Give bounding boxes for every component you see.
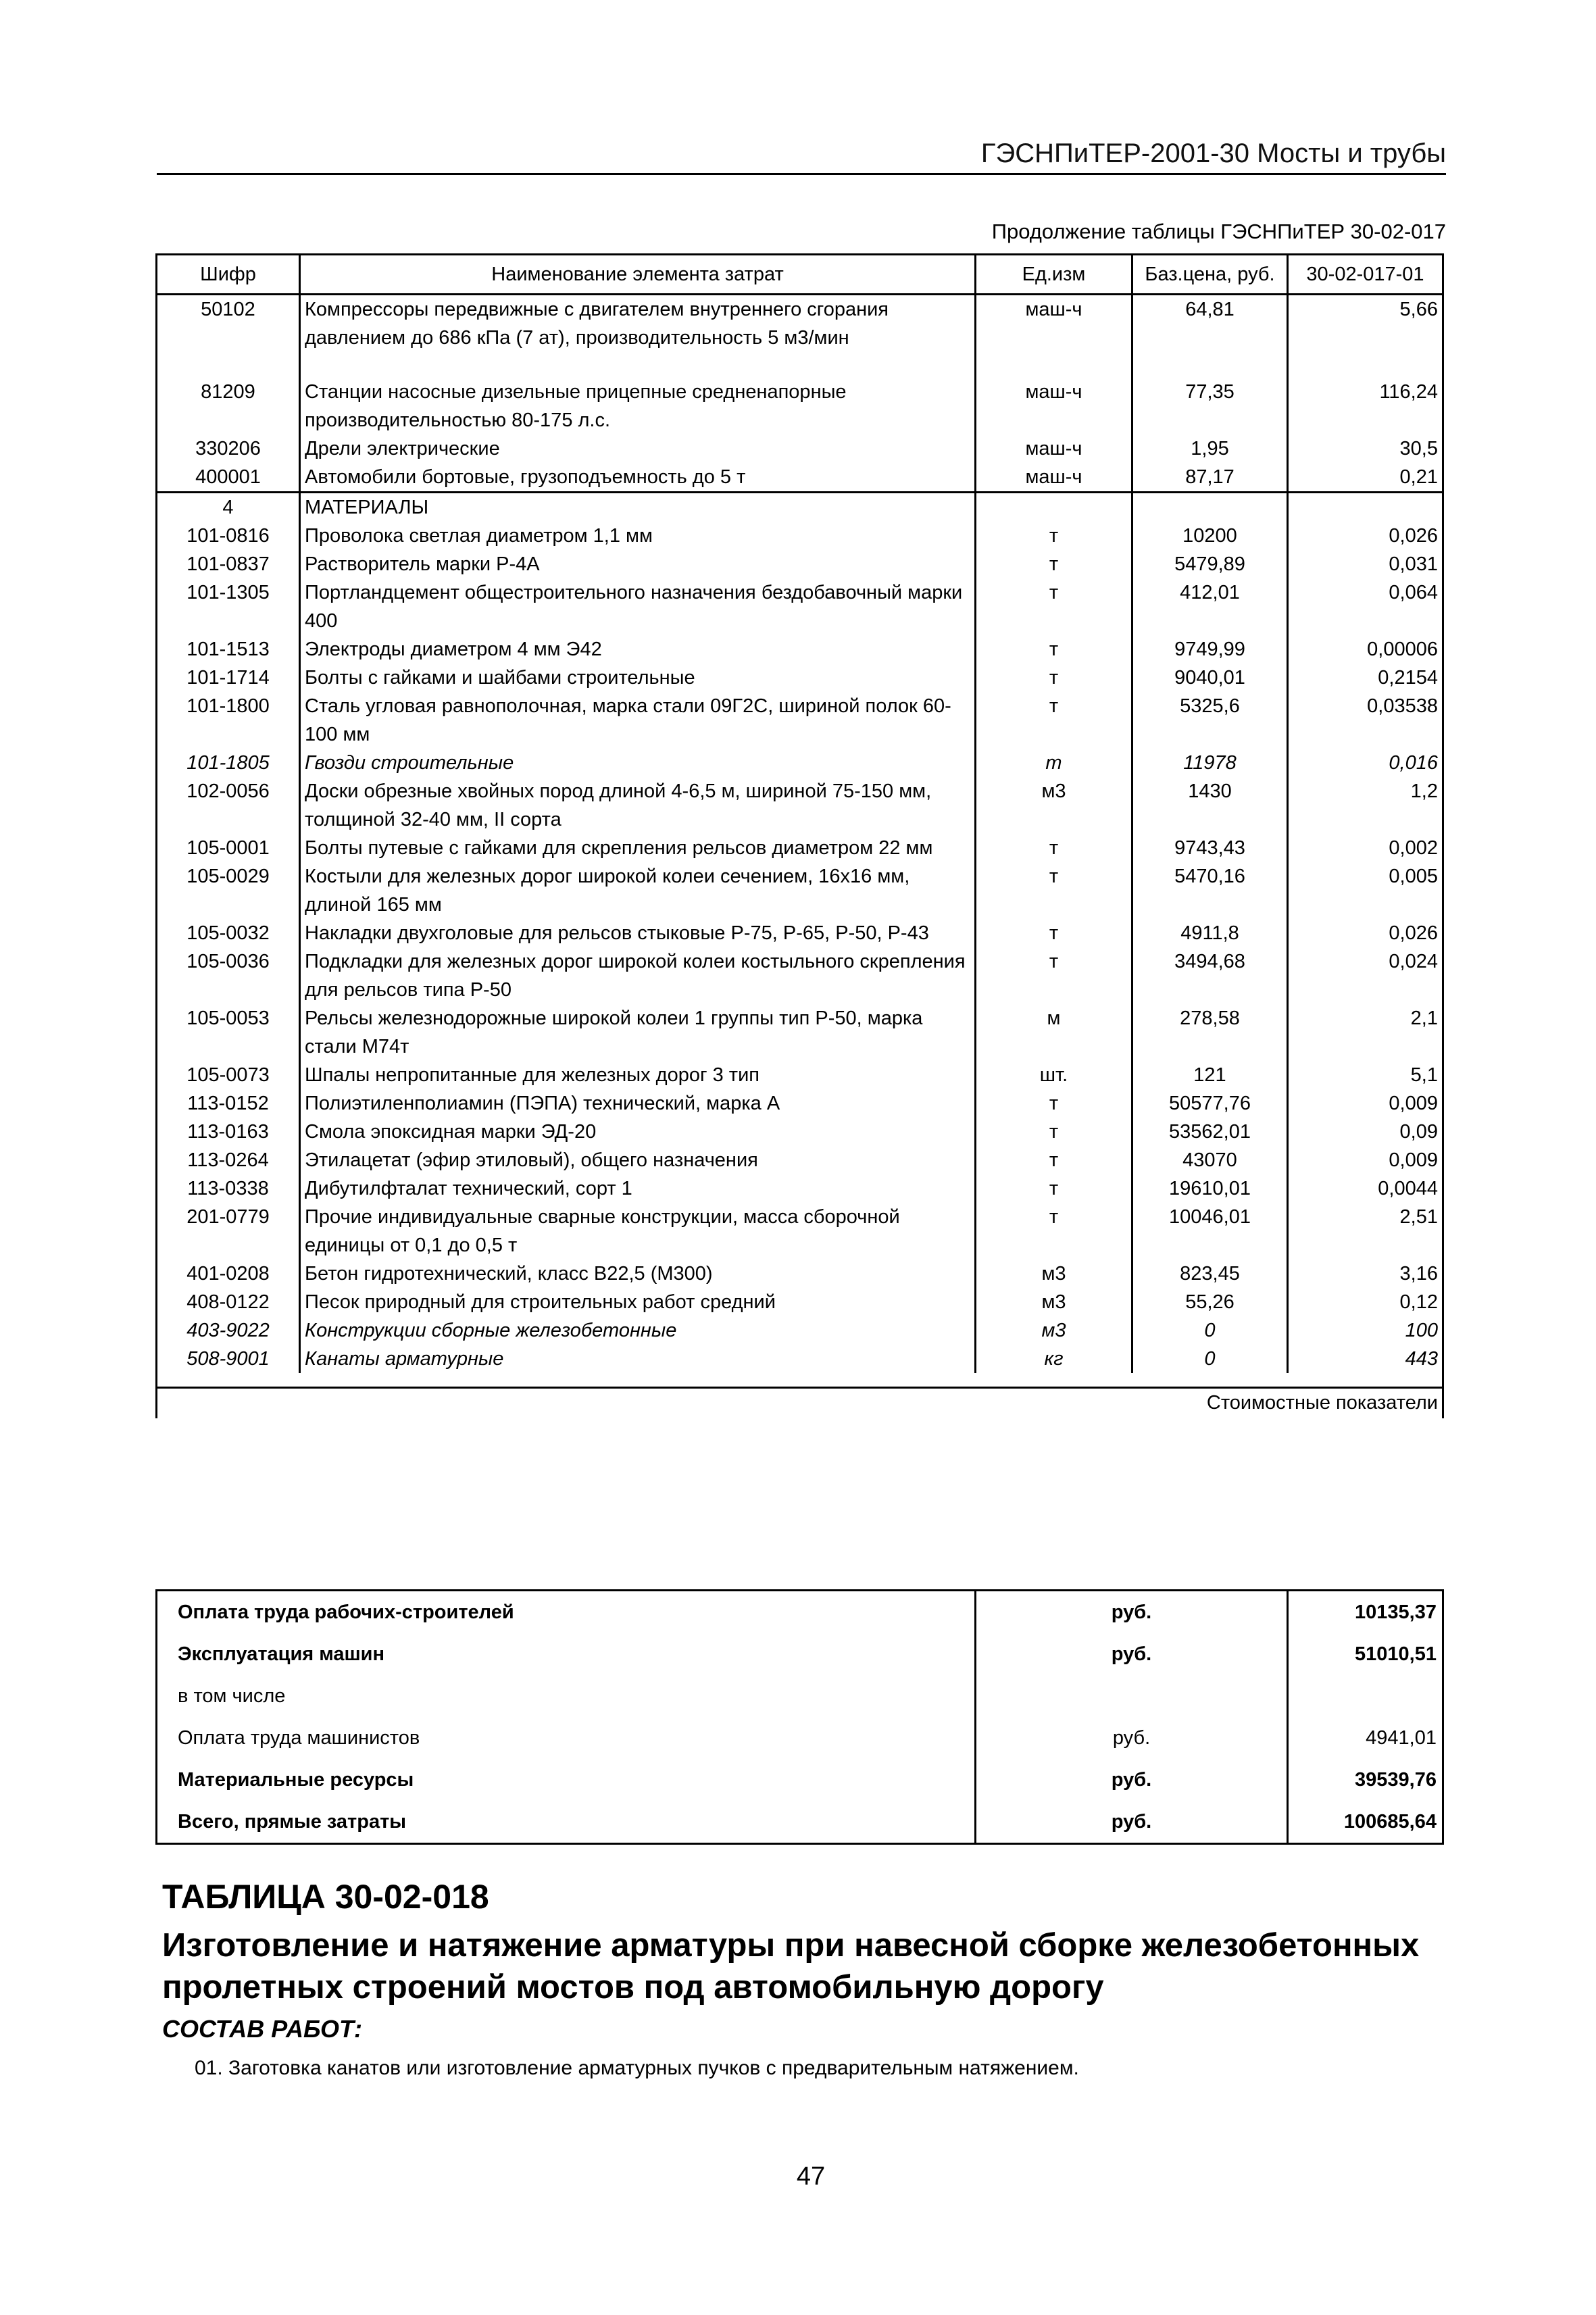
row-unit: м3 [1041, 1320, 1066, 1341]
table-row [157, 834, 1443, 862]
row-price: 53562,01 [1132, 1118, 1288, 1146]
row-name: Костыли для железных дорог широкой колеи сечением, 16х16 мм, длиной 165 мм [300, 862, 976, 919]
row-value: 443 [1288, 1345, 1443, 1373]
cost-value: 4941,01 [1288, 1717, 1443, 1759]
row-unit: т [1049, 1121, 1059, 1143]
row-unit: маш-ч [1025, 381, 1082, 403]
cost-row [157, 1717, 1443, 1759]
works-heading: СОСТАВ РАБОТ: [162, 2015, 362, 2043]
row-value: 5,66 [1288, 295, 1443, 378]
row-unit: т [1049, 1093, 1059, 1114]
row-price: 9040,01 [1132, 664, 1288, 692]
row-name: Смола эпоксидная марки ЭД-20 [300, 1118, 976, 1146]
resources-table [155, 253, 1444, 1418]
row-name: Автомобили бортовые, грузоподъемность до 5 т [300, 463, 976, 493]
section-title: МАТЕРИАЛЫ [300, 493, 976, 522]
row-price: 10046,01 [1132, 1203, 1288, 1260]
row-code: 101-0837 [157, 550, 300, 578]
table-row [157, 550, 1443, 578]
row-code: 101-1714 [157, 664, 300, 692]
table-row [157, 947, 1443, 1004]
table-row [157, 1260, 1443, 1288]
row-price: 5470,16 [1132, 862, 1288, 919]
row-price: 278,58 [1132, 1004, 1288, 1061]
row-price: 64,81 [1132, 295, 1288, 378]
row-value: 2,51 [1288, 1203, 1443, 1260]
table-row [157, 862, 1443, 919]
row-price: 87,17 [1132, 463, 1288, 493]
row-unit: маш-ч [1025, 299, 1082, 320]
cost-unit: руб. [976, 1633, 1288, 1675]
row-name: Накладки двухголовые для рельсов стыковые Р-75, Р-65, Р-50, Р-43 [300, 919, 976, 947]
row-code: 105-0053 [157, 1004, 300, 1061]
row-value: 0,009 [1288, 1146, 1443, 1174]
row-value: 0,064 [1288, 578, 1443, 635]
table-row [157, 664, 1443, 692]
cost-row [157, 1633, 1443, 1675]
table-row [157, 1203, 1443, 1260]
row-value: 0,0044 [1288, 1174, 1443, 1203]
row-code: 101-0816 [157, 522, 300, 550]
row-code: 105-0029 [157, 862, 300, 919]
row-price: 0 [1132, 1316, 1288, 1345]
row-value: 5,1 [1288, 1061, 1443, 1089]
works-item: 01. Заготовка канатов или изготовление арматурных пучков с предварительным натяжением. [195, 2057, 1079, 2079]
row-value: 100 [1288, 1316, 1443, 1345]
cost-label: Оплата труда рабочих-строителей [157, 1591, 976, 1634]
cost-value: 51010,51 [1288, 1633, 1443, 1675]
row-name: Рельсы железнодорожные широкой колеи 1 группы тип Р-50, марка стали М74т [300, 1004, 976, 1061]
row-code: 201-0779 [157, 1203, 300, 1260]
row-name: Станции насосные дизельные прицепные средненапорные производительностью 80-175 л.с. [300, 378, 976, 434]
row-name: Доски обрезные хвойных пород длиной 4-6,5 м, шириной 75-150 мм, толщиной 32-40 мм, II сорта [300, 777, 976, 834]
row-price: 823,45 [1132, 1260, 1288, 1288]
row-unit: т [1049, 667, 1059, 689]
section-row [157, 493, 1443, 522]
costs-label-row [157, 1388, 1443, 1419]
row-name: Проволока светлая диаметром 1,1 мм [300, 522, 976, 550]
cost-row [157, 1675, 1443, 1717]
row-value: 0,031 [1288, 550, 1443, 578]
row-code: 105-0001 [157, 834, 300, 862]
table-row [157, 434, 1443, 463]
cost-value: 39539,76 [1288, 1759, 1443, 1801]
cost-label: Эксплуатация машин [157, 1633, 976, 1675]
row-value: 0,03538 [1288, 692, 1443, 749]
row-price: 43070 [1132, 1146, 1288, 1174]
row-code: 101-1800 [157, 692, 300, 749]
row-name: Конструкции сборные железобетонные [300, 1316, 976, 1345]
row-code: 105-0036 [157, 947, 300, 1004]
row-value: 2,1 [1288, 1004, 1443, 1061]
row-price: 77,35 [1132, 378, 1288, 434]
row-unit: м3 [1041, 1263, 1066, 1285]
row-value: 0,026 [1288, 522, 1443, 550]
row-name: Прочие индивидуальные сварные конструкции, масса сборочной единицы от 0,1 до 0,5 т [300, 1203, 976, 1260]
row-unit: кг [1044, 1348, 1064, 1370]
row-value: 0,009 [1288, 1089, 1443, 1118]
row-code: 50102 [157, 295, 300, 378]
row-value: 0,21 [1288, 463, 1443, 493]
table2-subtitle: Изготовление и натяжение арматуры при навесной сборке железобетонных пролетных строений мостов под автомобильную дорогу [162, 1927, 1420, 2006]
row-unit: т [1049, 695, 1059, 717]
row-value: 0,016 [1288, 749, 1443, 777]
row-name: Канаты арматурные [300, 1345, 976, 1373]
row-value: 3,16 [1288, 1260, 1443, 1288]
row-price: 412,01 [1132, 578, 1288, 635]
row-code: 102-0056 [157, 777, 300, 834]
spacer-row [157, 1373, 1443, 1388]
table-header-row [157, 255, 1443, 295]
row-price: 0 [1132, 1345, 1288, 1373]
row-price: 4911,8 [1132, 919, 1288, 947]
row-code: 101-1513 [157, 635, 300, 664]
row-price: 9749,99 [1132, 635, 1288, 664]
cost-row [157, 1591, 1443, 1634]
cost-value: 10135,37 [1288, 1591, 1443, 1634]
row-value: 30,5 [1288, 434, 1443, 463]
row-code: 113-0163 [157, 1118, 300, 1146]
row-unit: т [1049, 639, 1059, 660]
row-price: 5479,89 [1132, 550, 1288, 578]
machines-section [157, 295, 1443, 493]
table-row [157, 578, 1443, 635]
materials-section [157, 522, 1443, 1373]
row-code: 113-0264 [157, 1146, 300, 1174]
row-name: Растворитель марки Р-4А [300, 550, 976, 578]
table-row [157, 1004, 1443, 1061]
row-unit: маш-ч [1025, 438, 1082, 459]
section-code: 4 [157, 493, 300, 522]
cost-unit: руб. [976, 1801, 1288, 1844]
table-continuation-note: Продолжение таблицы ГЭСНПиТЕР 30-02-017 [991, 220, 1446, 243]
row-code: 400001 [157, 463, 300, 493]
row-value: 0,2154 [1288, 664, 1443, 692]
row-code: 101-1305 [157, 578, 300, 635]
row-name: Компрессоры передвижные с двигателем внутреннего сгорания давлением до 686 кПа (7 ат), производительность 5 м3/мин [300, 295, 976, 378]
row-value: 0,005 [1288, 862, 1443, 919]
cost-row [157, 1801, 1443, 1844]
cost-unit: руб. [976, 1759, 1288, 1801]
cost-row [157, 1759, 1443, 1801]
row-unit: т [1049, 1206, 1059, 1228]
row-name: Шпалы непропитанные для железных дорог 3 тип [300, 1061, 976, 1089]
row-unit: т [1049, 1149, 1059, 1171]
row-unit: т [1049, 1178, 1059, 1199]
row-name: Сталь угловая равнополочная, марка стали 09Г2С, шириной полок 60-100 мм [300, 692, 976, 749]
col-header-code: Шифр [157, 255, 300, 295]
row-price: 19610,01 [1132, 1174, 1288, 1203]
table-row [157, 1061, 1443, 1089]
row-unit: шт. [1039, 1064, 1068, 1086]
cost-label: Оплата труда машинистов [157, 1717, 976, 1759]
col-header-norm: 30-02-017-01 [1288, 255, 1443, 295]
row-price: 10200 [1132, 522, 1288, 550]
table-row [157, 692, 1443, 749]
row-name: Полиэтиленполиамин (ПЭПА) технический, марка А [300, 1089, 976, 1118]
page-number: 47 [796, 2162, 826, 2191]
table-row [157, 749, 1443, 777]
cost-summary-table [155, 1589, 1444, 1845]
row-code: 408-0122 [157, 1288, 300, 1316]
row-price: 1430 [1132, 777, 1288, 834]
table-row [157, 1345, 1443, 1373]
row-name: Дибутилфталат технический, сорт 1 [300, 1174, 976, 1203]
row-name: Подкладки для железных дорог широкой колеи костыльного скрепления для рельсов типа Р-50 [300, 947, 976, 1004]
row-code: 105-0032 [157, 919, 300, 947]
cost-value: 100685,64 [1288, 1801, 1443, 1844]
row-unit: т [1045, 752, 1062, 774]
cost-label: в том числе [157, 1675, 976, 1717]
cost-unit: руб. [976, 1717, 1288, 1759]
row-name: Болты с гайками и шайбами строительные [300, 664, 976, 692]
table-row [157, 1089, 1443, 1118]
table-row [157, 777, 1443, 834]
row-unit: маш-ч [1025, 466, 1082, 488]
row-unit: м [1047, 1007, 1061, 1029]
row-unit: т [1049, 582, 1059, 603]
header-rule [157, 173, 1446, 175]
row-code: 508-9001 [157, 1345, 300, 1373]
row-value: 0,12 [1288, 1288, 1443, 1316]
table-row [157, 635, 1443, 664]
cost-label: Материальные ресурсы [157, 1759, 976, 1801]
materials-section-header [157, 493, 1443, 522]
cost-value [1288, 1675, 1443, 1717]
row-unit: т [1049, 525, 1059, 547]
row-price: 5325,6 [1132, 692, 1288, 749]
row-value: 0,026 [1288, 919, 1443, 947]
row-value: 0,09 [1288, 1118, 1443, 1146]
row-code: 113-0338 [157, 1174, 300, 1203]
row-code: 330206 [157, 434, 300, 463]
row-value: 116,24 [1288, 378, 1443, 434]
row-name: Портландцемент общестроительного назначения бездобавочный марки 400 [300, 578, 976, 635]
row-value: 0,00006 [1288, 635, 1443, 664]
row-price: 11978 [1132, 749, 1288, 777]
row-unit: м3 [1041, 780, 1066, 802]
cost-unit: руб. [976, 1591, 1288, 1634]
row-name: Бетон гидротехнический, класс В22,5 (М300) [300, 1260, 976, 1288]
row-value: 1,2 [1288, 777, 1443, 834]
row-price: 55,26 [1132, 1288, 1288, 1316]
row-code: 81209 [157, 378, 300, 434]
row-value: 0,002 [1288, 834, 1443, 862]
row-unit: т [1049, 866, 1059, 887]
cost-label: Всего, прямые затраты [157, 1801, 976, 1844]
row-code: 113-0152 [157, 1089, 300, 1118]
table-row [157, 1118, 1443, 1146]
row-code: 401-0208 [157, 1260, 300, 1288]
row-name: Электроды диаметром 4 мм Э42 [300, 635, 976, 664]
cost-unit [976, 1675, 1288, 1717]
row-name: Гвозди строительные [300, 749, 976, 777]
table-row [157, 1288, 1443, 1316]
table-row [157, 919, 1443, 947]
row-code: 105-0073 [157, 1061, 300, 1089]
col-header-name: Наименование элемента затрат [300, 255, 976, 295]
table-row [157, 463, 1443, 493]
row-price: 9743,43 [1132, 834, 1288, 862]
row-price: 3494,68 [1132, 947, 1288, 1004]
col-header-price: Баз.цена, руб. [1132, 255, 1288, 295]
table-row [157, 522, 1443, 550]
row-unit: т [1049, 553, 1059, 575]
row-name: Песок природный для строительных работ средний [300, 1288, 976, 1316]
row-price: 1,95 [1132, 434, 1288, 463]
table-row [157, 1174, 1443, 1203]
table-row [157, 295, 1443, 378]
table-row [157, 1146, 1443, 1174]
row-unit: т [1049, 837, 1059, 859]
row-unit: м3 [1041, 1291, 1066, 1313]
row-name: Дрели электрические [300, 434, 976, 463]
row-value: 0,024 [1288, 947, 1443, 1004]
row-code: 101-1805 [157, 749, 300, 777]
row-price: 50577,76 [1132, 1089, 1288, 1118]
row-price: 121 [1132, 1061, 1288, 1089]
row-unit: т [1049, 951, 1059, 972]
row-name: Болты путевые с гайками для скрепления рельсов диаметром 22 мм [300, 834, 976, 862]
row-code: 403-9022 [157, 1316, 300, 1345]
table2-title: ТАБЛИЦА 30-02-018 [162, 1878, 489, 1916]
costs-label: Стоимостные показатели [157, 1388, 1443, 1419]
table-row [157, 378, 1443, 434]
table-row [157, 1316, 1443, 1345]
col-header-unit: Ед.изм [976, 255, 1132, 295]
row-unit: т [1049, 922, 1059, 944]
running-header: ГЭСНПиТЕР-2001-30 Мосты и трубы [980, 139, 1446, 168]
row-name: Этилацетат (эфир этиловый), общего назначения [300, 1146, 976, 1174]
